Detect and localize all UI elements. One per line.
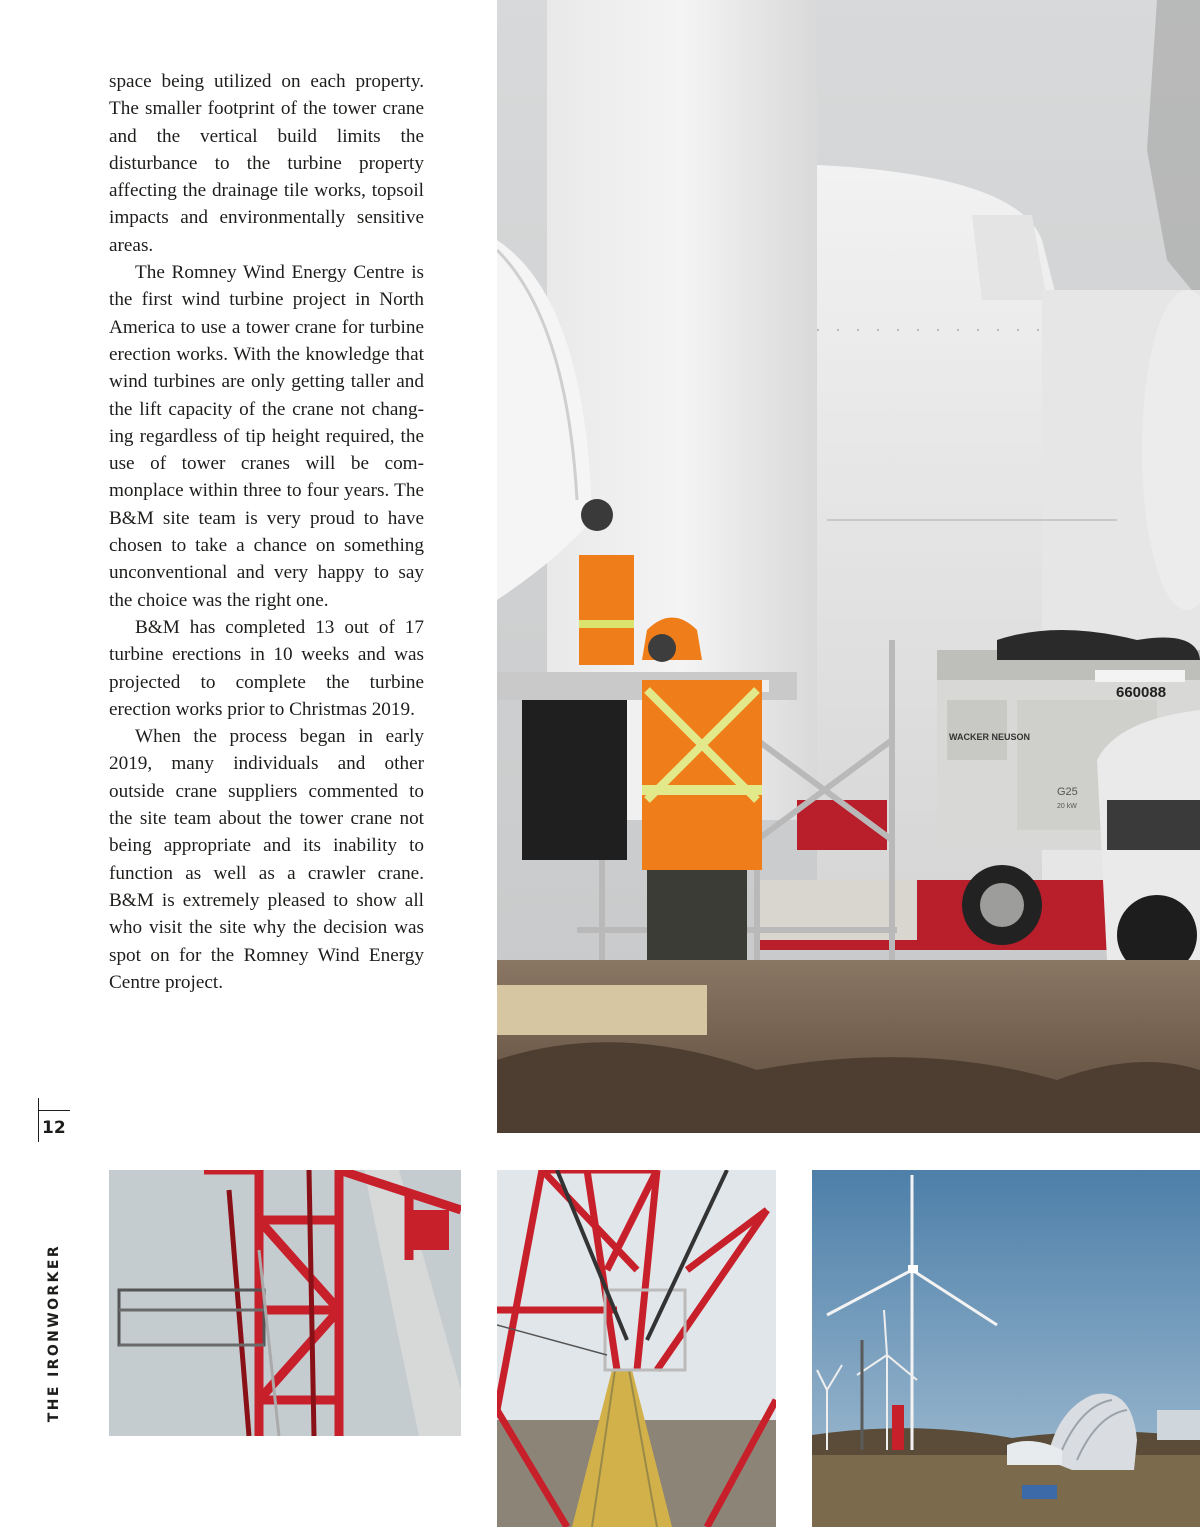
crane-mast-graphic (109, 1170, 461, 1436)
photo-crane-mast-stairs (109, 1170, 461, 1436)
photo-wind-farm (812, 1170, 1200, 1527)
photo-crane-boom-walkway (497, 1170, 776, 1527)
folio-rule (38, 1110, 70, 1111)
crane-boom-graphic (497, 1170, 776, 1527)
wind-farm-graphic (812, 1170, 1200, 1527)
article-paragraph: The Romney Wind Energy Centre is the first wind turbine project in North America to use a tower crane for turbine erection works. With the knowledge that wind turbines are only getting taller and the lift capacity of the crane not changing regardless of tip height required, the use of tower cranes will be commonplace within three to four years. The B&M site team is very proud to have chosen to take a chance on something unconventional and very happy to say the choice was the right one. (109, 262, 424, 611)
generator-number-label: 660088 (1116, 684, 1167, 701)
folio-rule-vertical (38, 1098, 39, 1142)
generator-power-label: 20 kW (1057, 803, 1077, 810)
hero-photo-graphic (497, 0, 1200, 1133)
article-paragraph: When the process began in early 2019, many individuals and other outside crane suppliers commented to the site team about the tower crane not being appropriate and its inability to function as well as a crawler crane. B&M is extremely pleased to show all who visit the site why the decision was spot on for the Romney Wind Energy Centre project. (109, 726, 424, 993)
running-head-publication-name: THE IRONWORKER (46, 1244, 62, 1423)
page-number: 12 (42, 1118, 66, 1138)
article-paragraph: space being utilized on each property. The smaller footprint of the tower crane and the vertical build limits the disturbance to the turbine property affecting the drainage tile works, topsoil impacts and environmentally sensitive areas. (109, 71, 424, 256)
article-body (109, 68, 424, 996)
generator-model-label: G25 (1057, 786, 1078, 798)
generator-brand-label: WACKER NEUSON (949, 732, 1031, 742)
hero-photo-turbine-site (497, 0, 1200, 1133)
article-paragraph: B&M has completed 13 out of 17 turbine erections in 10 weeks and was projected to complete the turbine erection works prior to Christmas 2019. (109, 616, 424, 720)
